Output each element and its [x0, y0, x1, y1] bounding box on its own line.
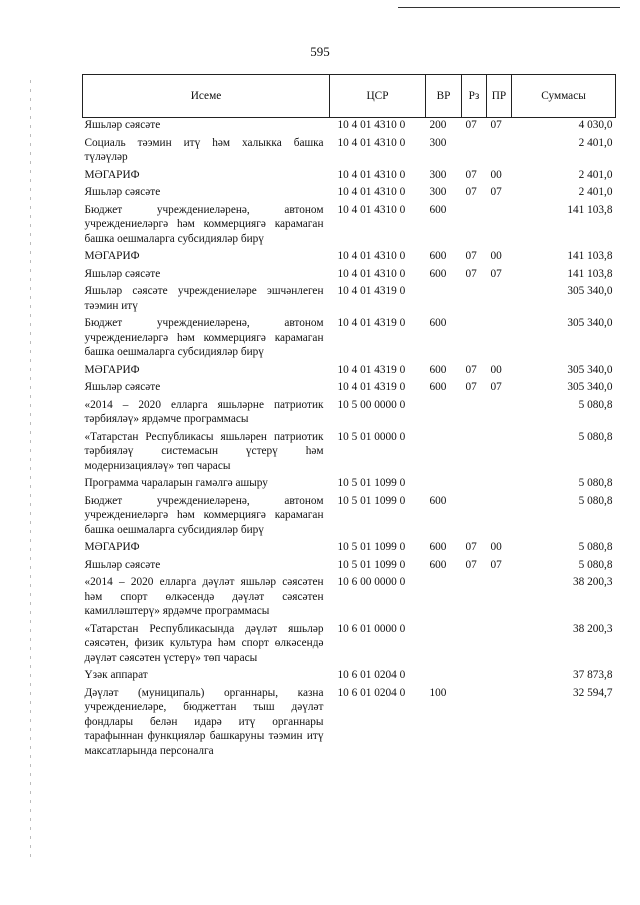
cell-rz: 07 — [465, 119, 477, 131]
table-row — [83, 267, 616, 285]
cell-pr — [487, 668, 512, 686]
cell-csr: 10 5 01 1099 0 — [337, 494, 406, 507]
cell-pr: 07 — [490, 267, 502, 280]
cell-sum: 5 080,8 — [578, 477, 613, 489]
cell-name: Программа чараларын гамәлгә ашыру — [84, 477, 268, 489]
budget-table — [82, 74, 616, 761]
cell-vr: 200 — [429, 119, 447, 131]
cell-rz — [462, 686, 487, 762]
cell-rz: 07 — [465, 168, 477, 181]
cell-rz — [462, 316, 487, 363]
cell-name: «Татарстан Республикасы яшьләрен патриотик тәрбияләү системасын үстерү һәм модернизацияләү» төп чарасы — [84, 430, 324, 472]
cell-name: МӘГАРИФ — [84, 168, 140, 181]
cell-vr: 300 — [429, 168, 447, 181]
cell-rz — [462, 622, 487, 669]
cell-csr: 10 4 01 4319 0 — [337, 285, 406, 297]
table-row — [83, 316, 616, 363]
cell-pr: 07 — [490, 119, 502, 131]
cell-vr: 600 — [429, 381, 447, 393]
table-row — [83, 363, 616, 381]
cell-pr — [487, 686, 512, 762]
cell-name: Яшьләр сәясәте — [84, 186, 161, 198]
cell-csr: 10 5 01 1099 0 — [337, 558, 406, 571]
header-name: Исеме — [83, 75, 330, 118]
cell-name: Яшьләр сәясәте учреждениеләре эшчәнлеген тәэмин итү — [84, 285, 324, 312]
cell-sum: 141 103,8 — [567, 250, 613, 262]
cell-csr: 10 5 00 0000 0 — [337, 398, 406, 411]
cell-sum: 305 340,0 — [567, 363, 613, 376]
cell-pr: 07 — [490, 558, 502, 571]
cell-vr: 600 — [429, 541, 447, 553]
cell-csr: 10 6 00 0000 0 — [337, 576, 406, 588]
table-row — [83, 622, 616, 669]
table-row — [83, 284, 616, 316]
cell-rz: 07 — [465, 267, 477, 280]
cell-rz: 07 — [465, 186, 477, 198]
cell-sum: 141 103,8 — [567, 267, 613, 280]
cell-sum: 5 080,8 — [578, 430, 613, 443]
cell-vr — [426, 284, 462, 316]
cell-name: МӘГАРИФ — [84, 363, 140, 376]
cell-name: Социаль тәэмин итү һәм халыкка башка түләүләр — [84, 136, 324, 163]
cell-pr — [487, 575, 512, 622]
cell-sum: 38 200,3 — [572, 622, 613, 635]
cell-pr — [487, 622, 512, 669]
cell-name: Бюджет учреждениеләренә, автоном учреждениеләргә һәм коммерциягә карамаган башка оешмаларга субсидияләр бирү — [84, 317, 324, 358]
cell-pr — [487, 316, 512, 363]
table-row — [83, 494, 616, 541]
cell-vr — [426, 622, 462, 669]
cell-csr: 10 4 01 4310 0 — [337, 168, 406, 181]
binding-margin-line — [30, 80, 31, 860]
cell-pr — [487, 476, 512, 494]
cell-csr: 10 4 01 4310 0 — [337, 186, 406, 198]
cell-sum: 32 594,7 — [572, 686, 613, 699]
table-row — [83, 249, 616, 267]
cell-sum: 5 080,8 — [578, 494, 613, 507]
cell-csr: 10 4 01 4310 0 — [337, 136, 406, 149]
cell-rz: 07 — [465, 250, 477, 262]
cell-vr: 600 — [429, 267, 447, 280]
page-number: 595 — [310, 44, 330, 59]
cell-pr: 00 — [490, 363, 502, 376]
cell-csr: 10 4 01 4310 0 — [337, 250, 406, 262]
cell-rz — [462, 575, 487, 622]
cell-rz — [462, 284, 487, 316]
cell-vr — [426, 430, 462, 477]
cell-csr: 10 6 01 0204 0 — [337, 686, 406, 699]
table-row — [83, 430, 616, 477]
table-row — [83, 540, 616, 558]
table-row — [83, 203, 616, 250]
table-row — [83, 136, 616, 168]
cell-sum: 2 401,0 — [578, 136, 613, 149]
cell-csr: 10 4 01 4310 0 — [337, 267, 406, 280]
cell-csr: 10 4 01 4319 0 — [337, 381, 406, 393]
table-row — [83, 398, 616, 430]
cell-sum: 37 873,8 — [572, 669, 613, 681]
cell-sum: 141 103,8 — [567, 203, 613, 216]
cell-sum: 5 080,8 — [578, 541, 613, 553]
cell-name: «2014 – 2020 елларга яшьләрне патриотик тәрбияләү» ярдәмче программасы — [84, 398, 324, 425]
cell-pr: 00 — [490, 250, 502, 262]
table-row — [83, 168, 616, 186]
cell-pr: 07 — [490, 186, 502, 198]
cell-csr: 10 5 01 1099 0 — [337, 541, 406, 553]
cell-rz — [462, 203, 487, 250]
cell-rz: 07 — [465, 363, 477, 376]
cell-pr — [487, 284, 512, 316]
table-row — [83, 185, 616, 203]
cell-pr — [487, 203, 512, 250]
table-row — [83, 686, 616, 762]
cell-pr — [487, 494, 512, 541]
cell-vr — [426, 398, 462, 430]
table-row — [83, 668, 616, 686]
table-row — [83, 118, 616, 136]
cell-sum: 2 401,0 — [578, 168, 613, 181]
header-rz: Рз — [462, 75, 487, 118]
cell-csr: 10 5 01 1099 0 — [337, 477, 406, 489]
cell-csr: 10 5 01 0000 0 — [337, 430, 406, 443]
cell-csr: 10 4 01 4310 0 — [337, 203, 406, 216]
cell-vr — [426, 476, 462, 494]
cell-vr: 100 — [429, 686, 447, 699]
table-row — [83, 558, 616, 576]
cell-name: МӘГАРИФ — [84, 250, 140, 262]
cell-vr: 300 — [429, 186, 447, 198]
cell-rz — [462, 430, 487, 477]
cell-rz — [462, 398, 487, 430]
table-row — [83, 380, 616, 398]
cell-vr — [426, 668, 462, 686]
table-row — [83, 575, 616, 622]
cell-csr: 10 6 01 0000 0 — [337, 622, 406, 635]
table-header-row — [83, 75, 616, 118]
cell-vr: 600 — [429, 203, 447, 216]
cell-pr: 00 — [490, 541, 502, 553]
cell-pr — [487, 430, 512, 477]
cell-rz — [462, 476, 487, 494]
cell-csr: 10 4 01 4319 0 — [337, 317, 406, 329]
cell-rz — [462, 136, 487, 168]
top-rule — [398, 7, 620, 8]
cell-name: МӘГАРИФ — [84, 541, 140, 553]
cell-vr — [426, 575, 462, 622]
cell-name: Дәүләт (муниципаль) органнары, казна учреждениеләре, бюджеттан тыш дәүләт фондлары белән идарә итү органнары тарафыннан функцияләр башкаруны тәэмин итү максатларында персоналга — [84, 686, 324, 757]
cell-name: Яшьләр сәясәте — [84, 119, 161, 131]
cell-pr — [487, 136, 512, 168]
header-csr: ЦСР — [330, 75, 426, 118]
cell-csr: 10 6 01 0204 0 — [337, 669, 406, 681]
cell-name: Үзәк аппарат — [84, 669, 148, 681]
cell-vr: 600 — [429, 317, 447, 329]
cell-pr — [487, 398, 512, 430]
cell-name: «Татарстан Республикасында дәүләт яшьләр сәясәтен, физик культура һәм спорт өлкәсендә дәүләт сәясәтен үстерү» төп чарасы — [84, 622, 324, 664]
cell-name: Яшьләр сәясәте — [84, 267, 161, 280]
cell-sum: 305 340,0 — [567, 381, 613, 393]
header-pr: ПР — [487, 75, 512, 118]
cell-sum: 38 200,3 — [572, 576, 613, 588]
cell-name: Яшьләр сәясәте — [84, 381, 161, 393]
header-vr: ВР — [426, 75, 462, 118]
cell-rz: 07 — [465, 381, 477, 393]
cell-sum: 2 401,0 — [578, 186, 613, 198]
cell-name: Бюджет учреждениеләренә, автоном учреждениеләргә һәм коммерциягә карамаган башка оешмаларга субсидияләр бирү — [84, 494, 324, 536]
cell-vr: 600 — [429, 494, 447, 507]
cell-csr: 10 4 01 4310 0 — [337, 119, 406, 131]
cell-vr: 600 — [429, 558, 447, 571]
cell-sum: 305 340,0 — [567, 285, 613, 297]
cell-rz — [462, 494, 487, 541]
cell-sum: 4 030,0 — [578, 119, 613, 131]
cell-csr: 10 4 01 4319 0 — [337, 363, 406, 376]
table-row — [83, 476, 616, 494]
cell-name: «2014 – 2020 елларга дәүләт яшьләр сәясәтен һәм спорт өлкәсендә дәүләт сәясәтен камилләштерү» ярдәмче программасы — [84, 576, 324, 617]
cell-name: Яшьләр сәясәте — [84, 558, 161, 571]
cell-vr: 300 — [429, 136, 447, 149]
header-sum: Суммасы — [512, 75, 616, 118]
cell-sum: 5 080,8 — [578, 558, 613, 571]
cell-vr: 600 — [429, 250, 447, 262]
cell-sum: 305 340,0 — [567, 317, 613, 329]
cell-name: Бюджет учреждениеләренә, автоном учреждениеләргә һәм коммерциягә карамаган башка оешмаларга субсидияләр бирү — [84, 203, 324, 245]
cell-rz: 07 — [465, 558, 477, 571]
cell-pr: 00 — [490, 168, 502, 181]
cell-vr: 600 — [429, 363, 447, 376]
cell-pr: 07 — [490, 381, 502, 393]
cell-rz — [462, 668, 487, 686]
cell-rz: 07 — [465, 541, 477, 553]
cell-sum: 5 080,8 — [578, 398, 613, 411]
